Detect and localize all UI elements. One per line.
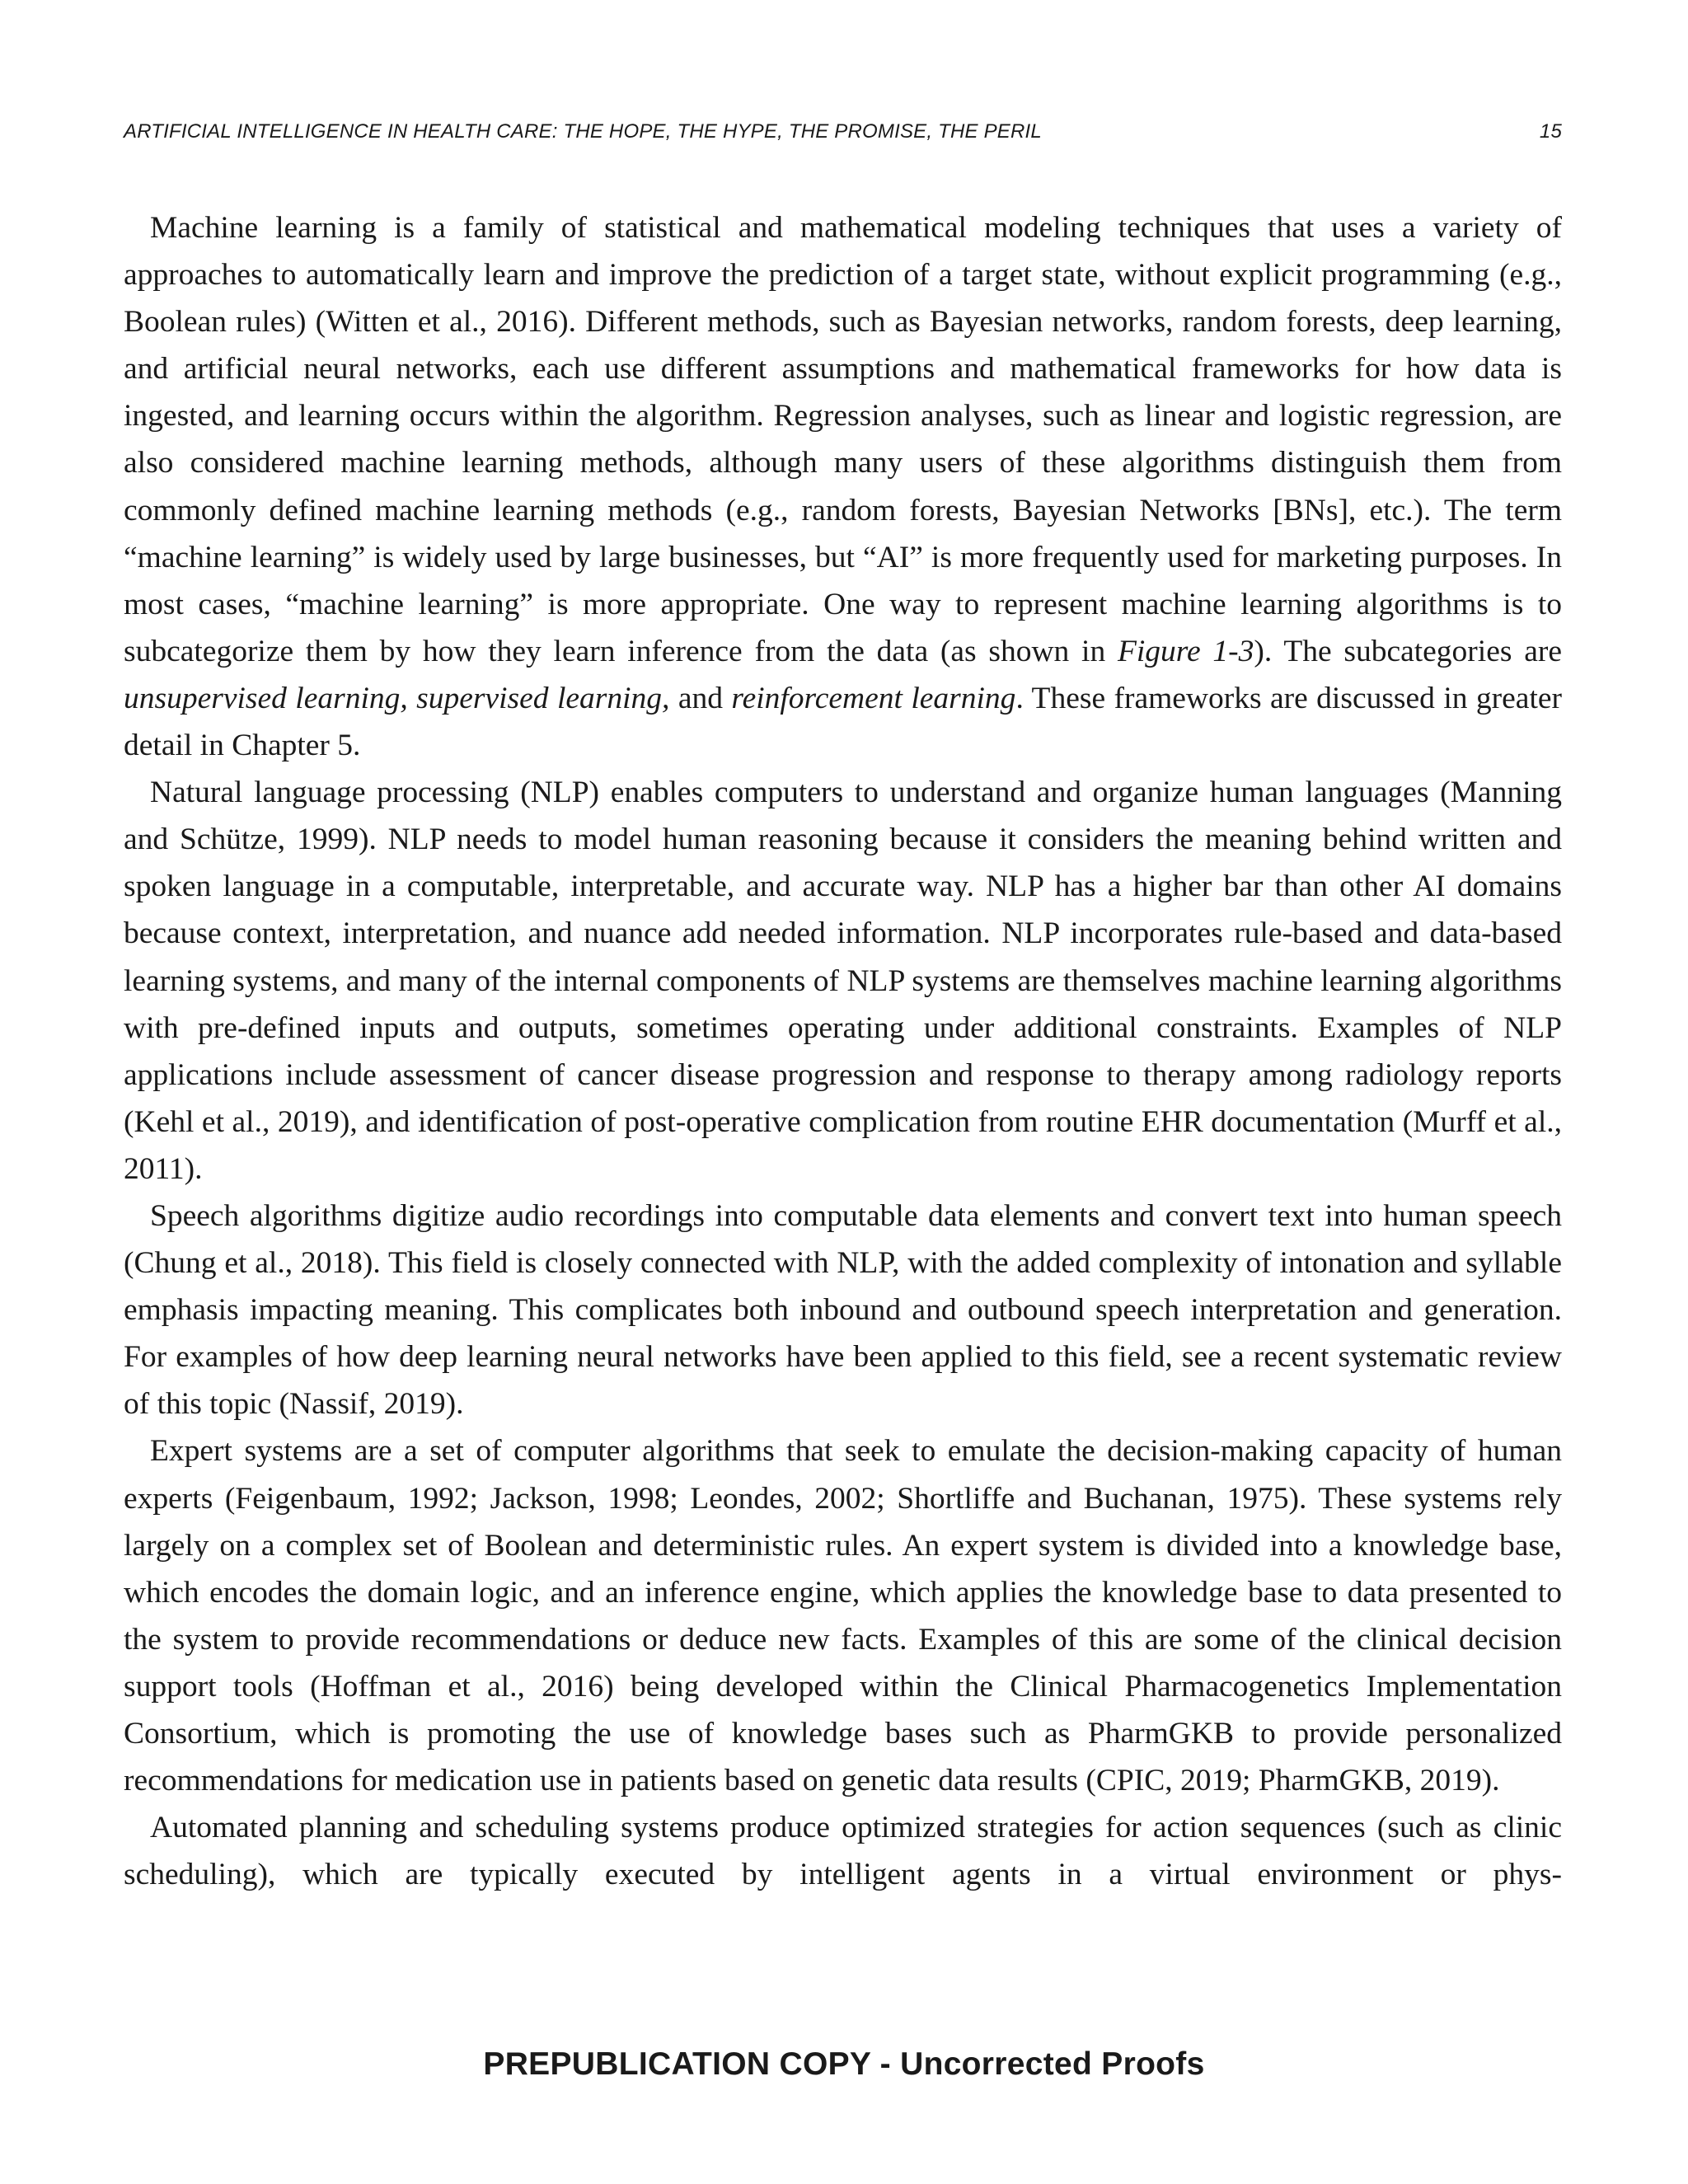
term-unsupervised-supervised: unsupervised learning, supervised learning, [124,681,670,715]
paragraph-machine-learning [124,204,1562,769]
paragraph-planning: Automated planning and scheduling systems produce optimized strategies for action sequences (such as clinic scheduling), which are typically executed by intelligent agents in a virtual environment or phys- [124,1811,1562,1892]
page-number: 15 [1539,120,1562,143]
ml-text-4: . These frameworks are discussed in greater detail in Chapter 5. [124,681,1562,763]
term-reinforcement: reinforcement learning [731,681,1016,715]
body-text [124,204,1562,1898]
ml-text-1: Machine learning is a family of statistical and mathematical modeling techniques that uses a variety of approaches to automatically learn and improve the prediction of a target state, without explicit programming (e.g., Boolean rules) (Witten et al., 2016). Different methods, such as Bayesian networks, random forests, deep learning, and artificial neural networks, each use different assumptions and mathematical frameworks for how data is ingested, and learning occurs within the algorithm. Regression analyses, such as linear and logistic regression, are also considered machine learning methods, although many users of these algorithms distinguish them from commonly defined machine learning methods (e.g., random forests, Bayesian Networks [BNs], etc.). The term “machine learning” is widely used by large businesses, but “AI” is more frequently used for marketing purposes. In most cases, “machine learning” is more appropriate. One way to represent machine learning algorithms is to subcategorize them by how they learn inference from the data (as shown in [124,211,1562,668]
figure-reference: Figure 1-3 [1117,634,1254,668]
prepublication-footer: PREPUBLICATION COPY - Uncorrected Proofs [483,2046,1205,2082]
ml-text-2: ). The subcategories are [1254,634,1562,668]
paragraph-speech: Speech algorithms digitize audio recordings into computable data elements and convert text into human speech (Chung et al., 2018). This field is closely connected with NLP, with the added complexity of intonation and syllable emphasis impacting meaning. This complicates both inbound and outbound speech interpretation and generation. For examples of how deep learning neural networks have been applied to this field, see a recent systematic review of this topic (Nassif, 2019). [124,1198,1562,1422]
paragraph-nlp: Natural language processing (NLP) enables computers to understand and organize human languages (Manning and Schütze, 1999). NLP needs to model human reasoning because it considers the meaning behind written and spoken language in a computable, interpretable, and accurate way. NLP has a higher bar than other AI domains because context, interpretation, and nuance add needed information. NLP incorporates rule-based and data-based learning systems, and many of the internal components of NLP systems are themselves machine learning algorithms with pre-defined inputs and outputs, sometimes operating under additional constraints. Examples of NLP applications include assessment of cancer disease progression and response to therapy among radiology reports (Kehl et al., 2019), and identification of post-operative complication from routine EHR documentation (Murff et al., 2011). [124,776,1562,1186]
running-header [124,120,1562,150]
paragraph-expert-systems: Expert systems are a set of computer algorithms that seek to emulate the decision-making capacity of human experts (Feigenbaum, 1992; Jackson, 1998; Leondes, 2002; Shortliffe and Buchanan, 1975). These systems rely largely on a complex set of Boolean and deterministic rules. An expert system is divided into a knowledge base, which encodes the domain logic, and an inference engine, which applies the knowledge base to data presented to the system to provide recommendations or deduce new facts. Examples of this are some of the clinical decision support tools (Hoffman et al., 2016) being developed within the Clinical Pharmacogenetics Implementation Consortium, which is promoting the use of knowledge bases such as PharmGKB to provide personalized recommendations for medication use in patients based on genetic data results (CPIC, 2019; PharmGKB, 2019). [124,1434,1562,1798]
running-title: ARTIFICIAL INTELLIGENCE IN HEALTH CARE: THE HOPE, THE HYPE, THE PROMISE, THE PERIL [124,120,1042,143]
ml-text-3: and [669,681,732,715]
